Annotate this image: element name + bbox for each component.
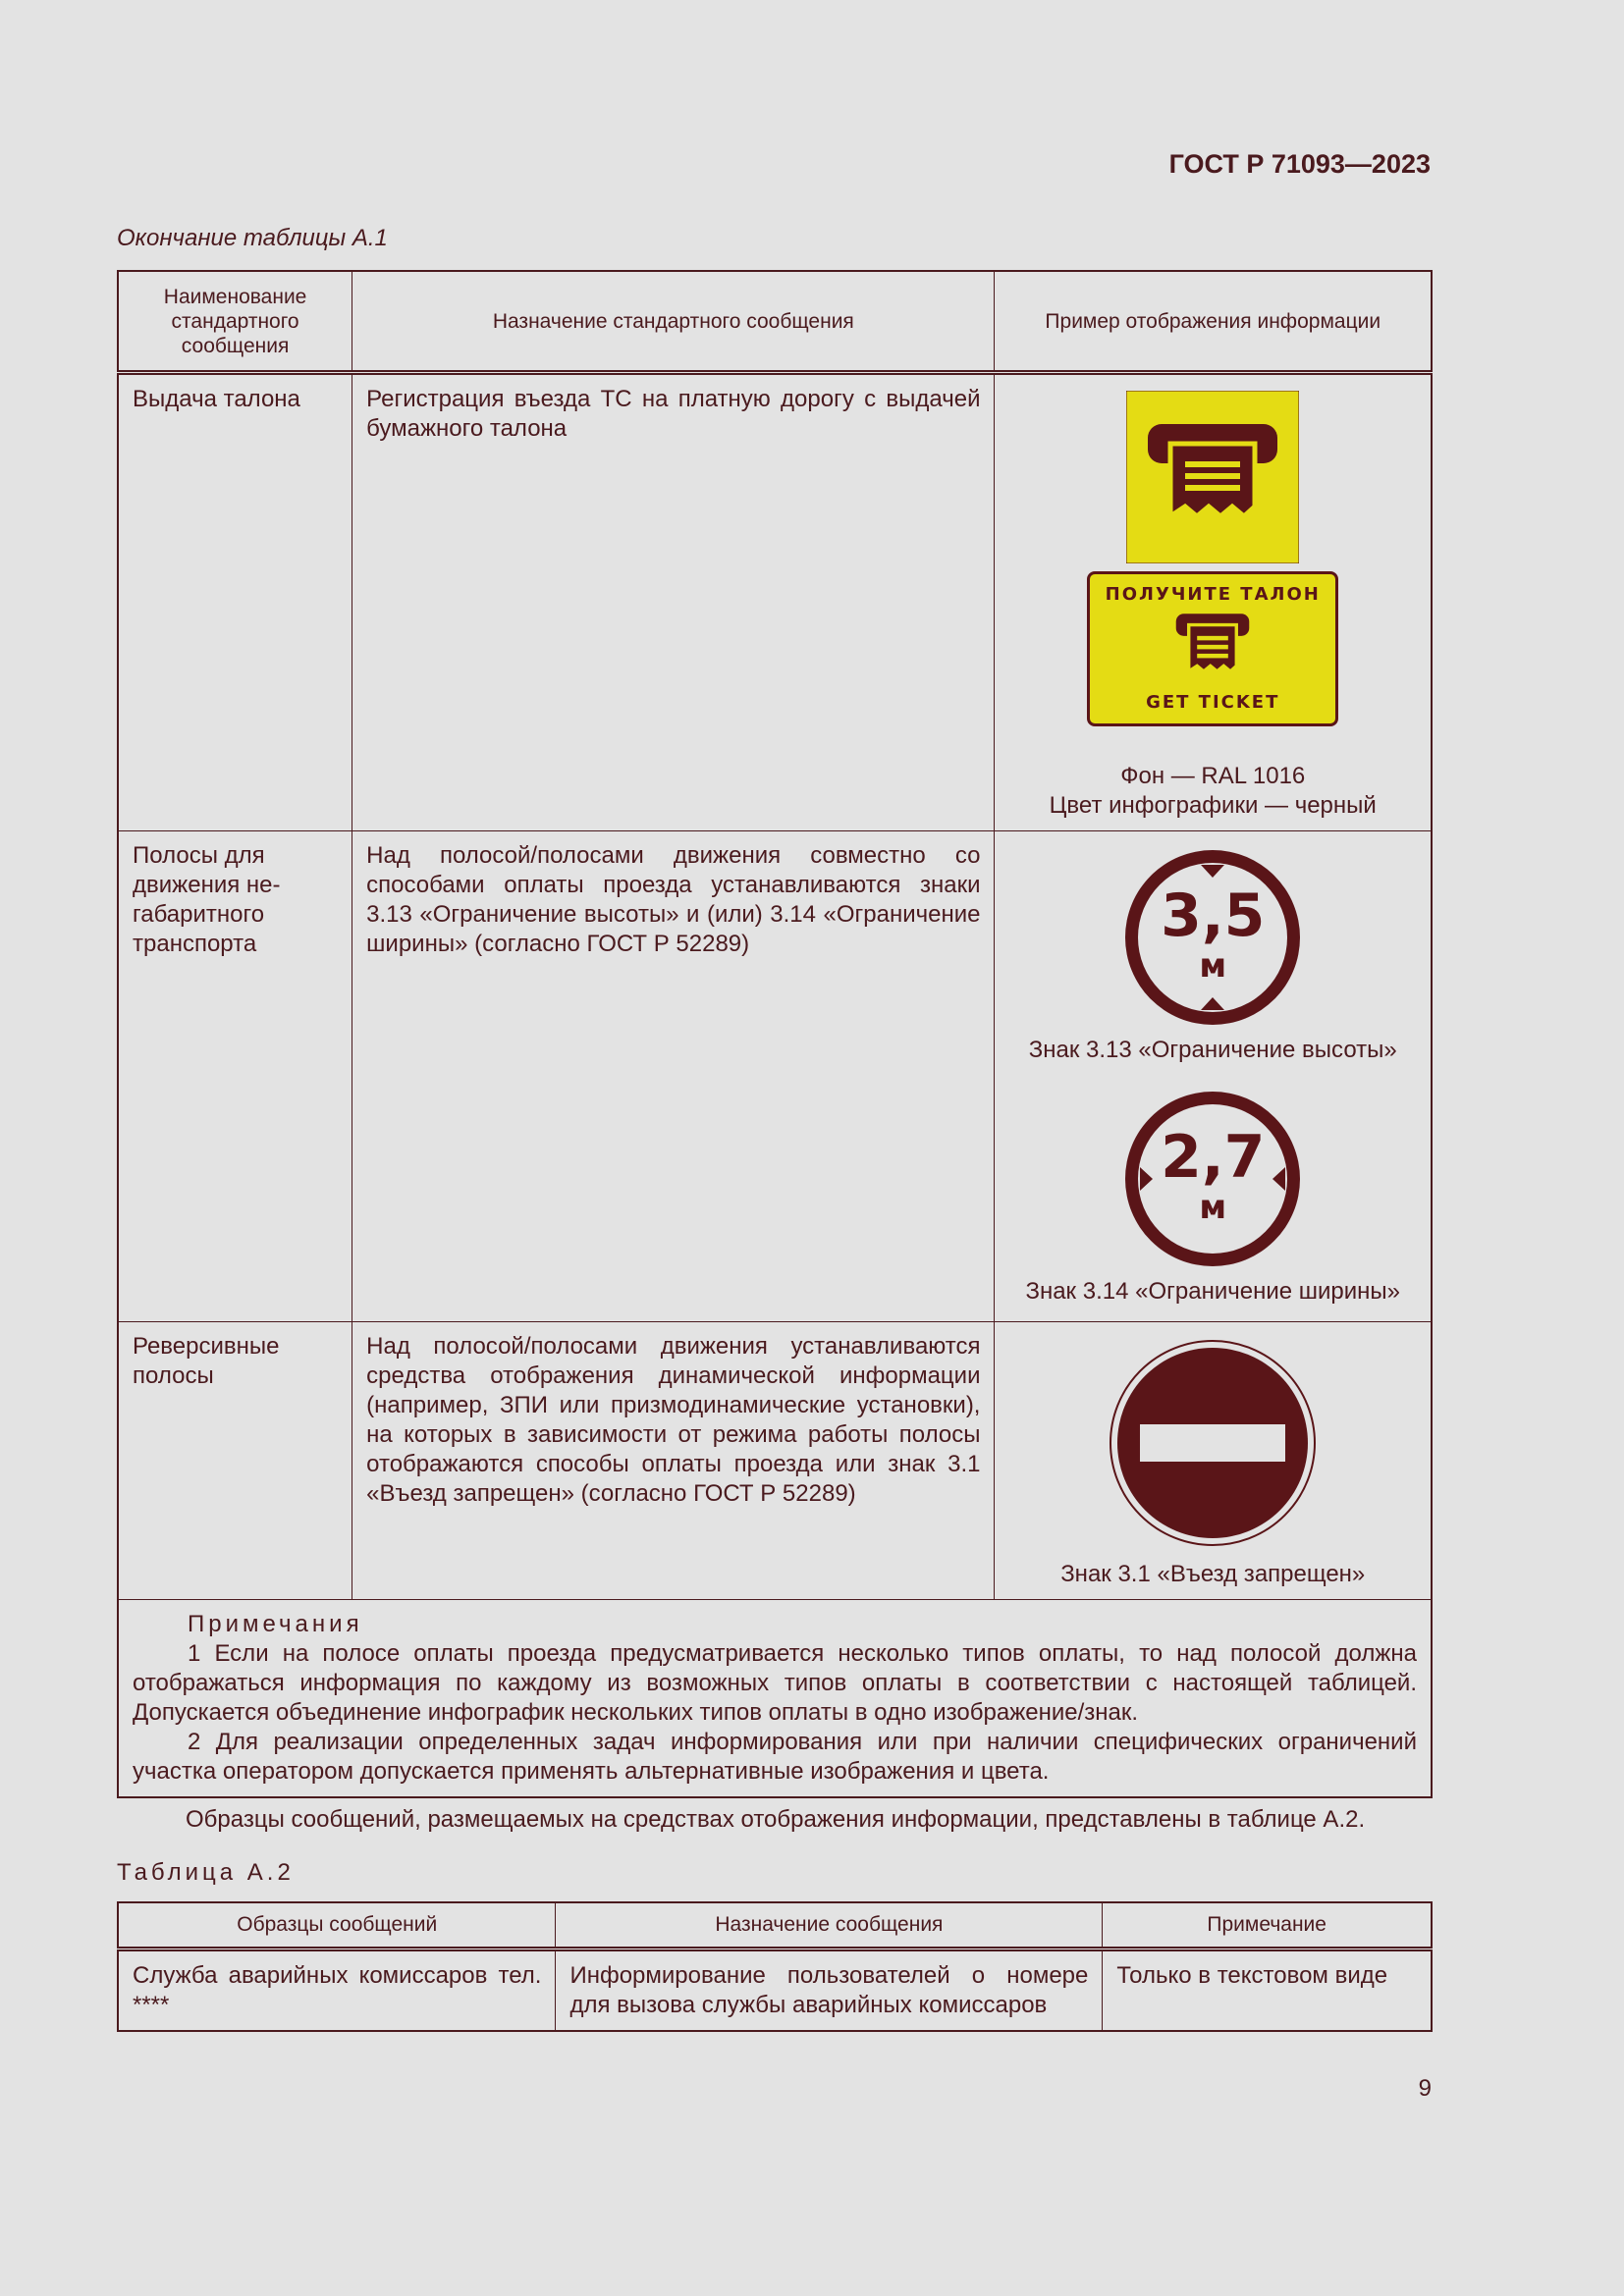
row-name: Полосы для движения не-габаритного транспорта <box>118 831 352 1322</box>
ticket-icon <box>1126 391 1299 563</box>
table-a1-caption: Окончание таблицы А.1 <box>117 225 388 251</box>
table-row <box>118 1322 1432 1600</box>
notes-row <box>118 1600 1432 1798</box>
ticket-icon-small <box>1164 612 1262 680</box>
row-purpose: Регистрация въезда ТС на платную дорогу с выдачей бумажного талона <box>352 373 995 831</box>
page-number: 9 <box>1418 2075 1432 2102</box>
row-purpose: Информирование пользователей о номере для вызова службы аварийных комиссаров <box>556 1949 1103 2032</box>
header-example: Пример отображения информации <box>995 271 1432 373</box>
no-entry-icon <box>1108 1338 1318 1548</box>
width-limit-value: 2,7 <box>1161 1123 1266 1192</box>
table-header-row <box>118 1902 1432 1949</box>
table-row <box>118 373 1432 831</box>
row-sample: Служба аварийных комиссаров тел. **** <box>118 1949 556 2032</box>
sign-caption: Знак 3.1 «Въезд запрещен» <box>1060 1561 1366 1587</box>
table-a2-caption: Таблица А.2 <box>117 1859 295 1886</box>
row-purpose: Над полосой/полосами движения устанавливаются средства отображения динамической информации (например, ЗПИ или призмодинамические установки), на которых в зависимости от режима работы полосы отображаются способы оплаты проезда или знак 3.1 «Въезд запрещен» (согласно ГОСТ Р 52289) <box>352 1322 995 1600</box>
row-example <box>995 831 1432 1322</box>
height-limit-sign <box>1122 847 1303 1028</box>
table-header-row <box>118 271 1432 373</box>
header-note: Примечание <box>1103 1902 1432 1949</box>
intro-paragraph: Образцы сообщений, размещаемых на средствах отображения информации, представлены в таблице А.2. <box>186 1806 1366 1833</box>
document-code: ГОСТ Р 71093—2023 <box>1168 149 1431 179</box>
row-purpose: Над полосой/полосами движения совместно со способами оплаты проезда устанавливаются знаки 3.13 «Ограничение высоты» и (или) 3.14 «Ограничение ширины» (согласно ГОСТ Р 52289) <box>352 831 995 1322</box>
header-purpose: Назначение стандартного сообщения <box>352 271 995 373</box>
width-limit-sign <box>1122 1089 1303 1269</box>
header-name: Наименование стандартного сообщения <box>118 271 352 373</box>
sign-caption: Знак 3.13 «Ограничение высоты» <box>1028 1037 1397 1063</box>
table-a1 <box>117 270 1433 1798</box>
sign-caption: Цвет инфографики — черный <box>1049 792 1377 819</box>
row-note: Только в текстовом виде <box>1103 1949 1432 2032</box>
header-sample: Образцы сообщений <box>118 1902 556 1949</box>
width-limit-unit: м <box>1199 1188 1227 1227</box>
row-example <box>995 373 1432 831</box>
row-name: Выдача талона <box>118 373 352 831</box>
sign-text-en: GET TICKET <box>1146 692 1280 713</box>
note-item: 1 Если на полосе оплаты проезда предусматривается несколько типов оплаты, то над полосой должна отображаться информация по каждому из возможных типов оплаты в соответствии с настоящей таблицей. Допускается объединение инфографик нескольких типов оплаты в одно изображение/знак. <box>133 1640 1417 1726</box>
header-purpose: Назначение сообщения <box>556 1902 1103 1949</box>
height-limit-unit: м <box>1199 946 1227 986</box>
table-row <box>118 1949 1432 2032</box>
table-a2 <box>117 1901 1433 2032</box>
row-name: Реверсивные полосы <box>118 1322 352 1600</box>
note-item: 2 Для реализации определенных задач информирования или при наличии специфических ограничений участка оператором допускается применять альтернативные изображения и цвета. <box>133 1729 1417 1785</box>
get-ticket-sign <box>1087 571 1338 726</box>
notes-title: Примечания <box>188 1611 363 1637</box>
sign-caption: Знак 3.14 «Ограничение ширины» <box>1025 1278 1401 1305</box>
sign-caption: Фон — RAL 1016 <box>1120 763 1306 789</box>
table-row <box>118 831 1432 1322</box>
row-example <box>995 1322 1432 1600</box>
sign-text-ru: ПОЛУЧИТЕ ТАЛОН <box>1105 584 1321 605</box>
height-limit-value: 3,5 <box>1161 881 1266 950</box>
notes-cell <box>118 1600 1432 1798</box>
